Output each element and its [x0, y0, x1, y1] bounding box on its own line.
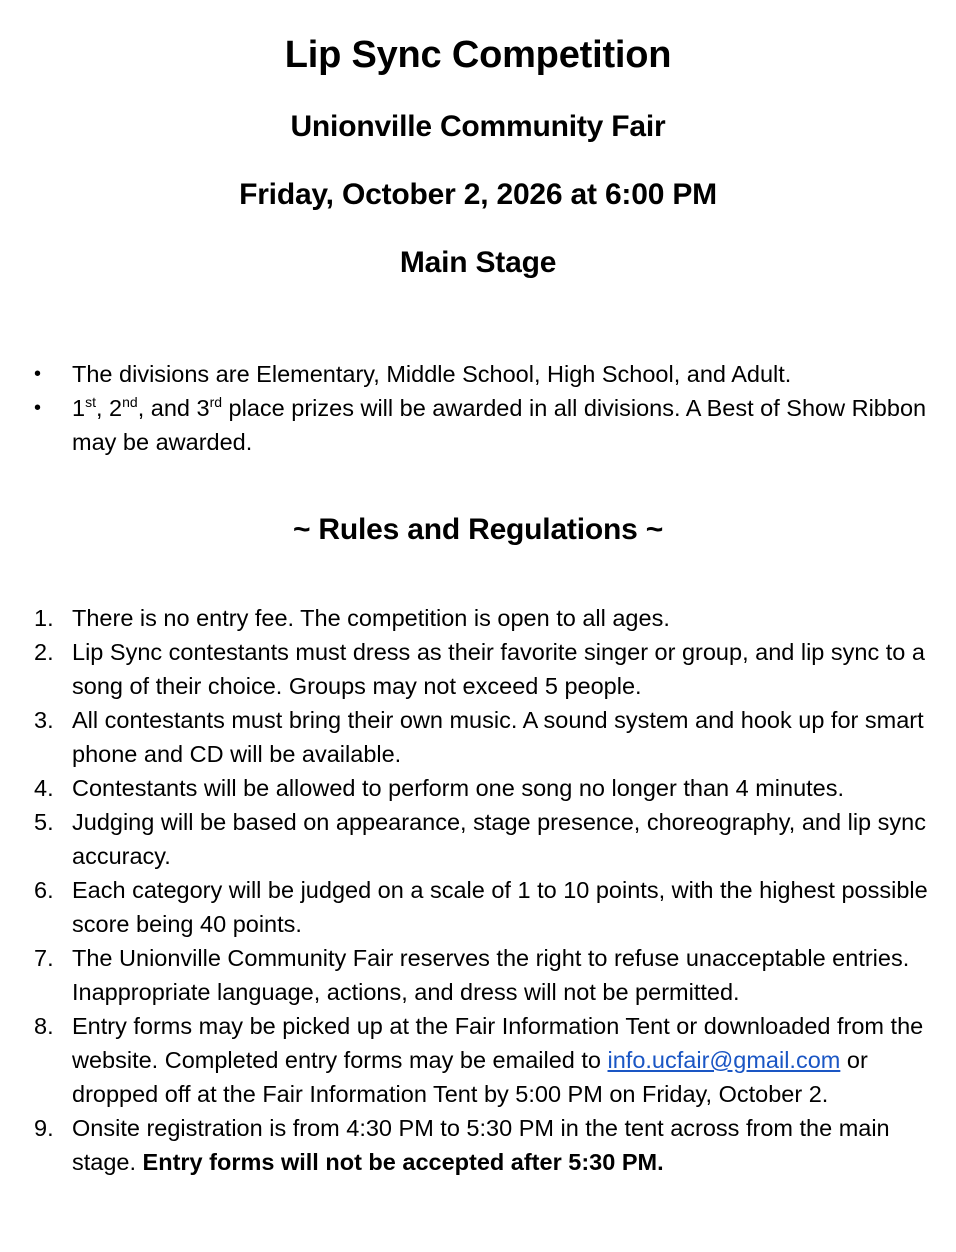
rule-text: Lip Sync contestants must dress as their favorite singer or group, and lip sync to a song of their choice. Groups may not exceed 5 people. [72, 639, 925, 699]
rule-item [0, 941, 956, 1009]
bullet-icon: • [34, 363, 42, 385]
rule-text: Contestants will be allowed to perform one song no longer than 4 minutes. [72, 775, 845, 801]
rule-item [0, 635, 956, 703]
rule-number: 8. [34, 1013, 54, 1039]
rule-item [0, 873, 956, 941]
rule-number: 3. [34, 707, 54, 733]
prizes-text: 1st, 2nd, and 3rd place prizes will be awarded in all divisions. A Best of Show Ribbon may be awarded. [72, 394, 927, 455]
rule-number: 7. [34, 945, 54, 971]
deadline-warning: Entry forms will not be accepted after 5:30 PM. [142, 1149, 664, 1175]
rule-text: The Unionville Community Fair reserves the right to refuse unacceptable entries. Inappropriate language, actions, and dress will not be permitted. [72, 945, 910, 1005]
rule-text: Onsite registration is from 4:30 PM to 5:30 PM in the tent across from the main stage. Entry forms will not be accepted after 5:30 PM. [72, 1115, 890, 1175]
event-venue: Main Stage [399, 246, 557, 279]
rule-text: Each category will be judged on a scale of 1 to 10 points, with the highest possible score being 40 points. [72, 877, 928, 937]
page-title: Lip Sync Competition [284, 34, 672, 76]
email-link[interactable]: info.ucfair@gmail.com [607, 1047, 841, 1073]
list-item [0, 391, 956, 459]
rule-text: All contestants must bring their own music. A sound system and hook up for smart phone and CD will be available. [72, 707, 924, 767]
rule-text: Judging will be based on appearance, stage presence, choreography, and lip sync accuracy. [72, 809, 926, 869]
bullet-icon: • [34, 397, 42, 419]
divisions-text: The divisions are Elementary, Middle School, High School, and Adult. [72, 361, 792, 387]
rule-item [0, 703, 956, 771]
rule-item [0, 601, 956, 635]
ordinal-suffix: nd [122, 394, 138, 410]
rules-heading: ~ Rules and Regulations ~ [292, 513, 664, 546]
rule-number: 2. [34, 639, 54, 665]
event-host: Unionville Community Fair [290, 110, 666, 143]
rules-list [0, 601, 956, 1179]
rule-item [0, 1009, 956, 1111]
ordinal-suffix: rd [209, 394, 223, 410]
rule-item [0, 1111, 956, 1179]
rule-item [0, 771, 956, 805]
rule-item [0, 805, 956, 873]
ordinal-suffix: st [85, 394, 96, 410]
rule-text: There is no entry fee. The competition is open to all ages. [72, 605, 670, 631]
rule-number: 4. [34, 775, 54, 801]
rule-number: 6. [34, 877, 54, 903]
event-datetime: Friday, October 2, 2026 at 6:00 PM [239, 178, 717, 211]
list-item [0, 357, 956, 391]
rule-number: 5. [34, 809, 54, 835]
rule-text: Entry forms may be picked up at the Fair Information Tent or downloaded from the website. Completed entry forms may be emailed to info.ucfair@gmail.com or dropped off at the Fair Information Tent by 5:00 PM on Friday, October 2. [72, 1013, 924, 1107]
rule-number: 9. [34, 1115, 54, 1141]
rule-number: 1. [34, 605, 54, 631]
info-bullet-list [0, 357, 956, 459]
